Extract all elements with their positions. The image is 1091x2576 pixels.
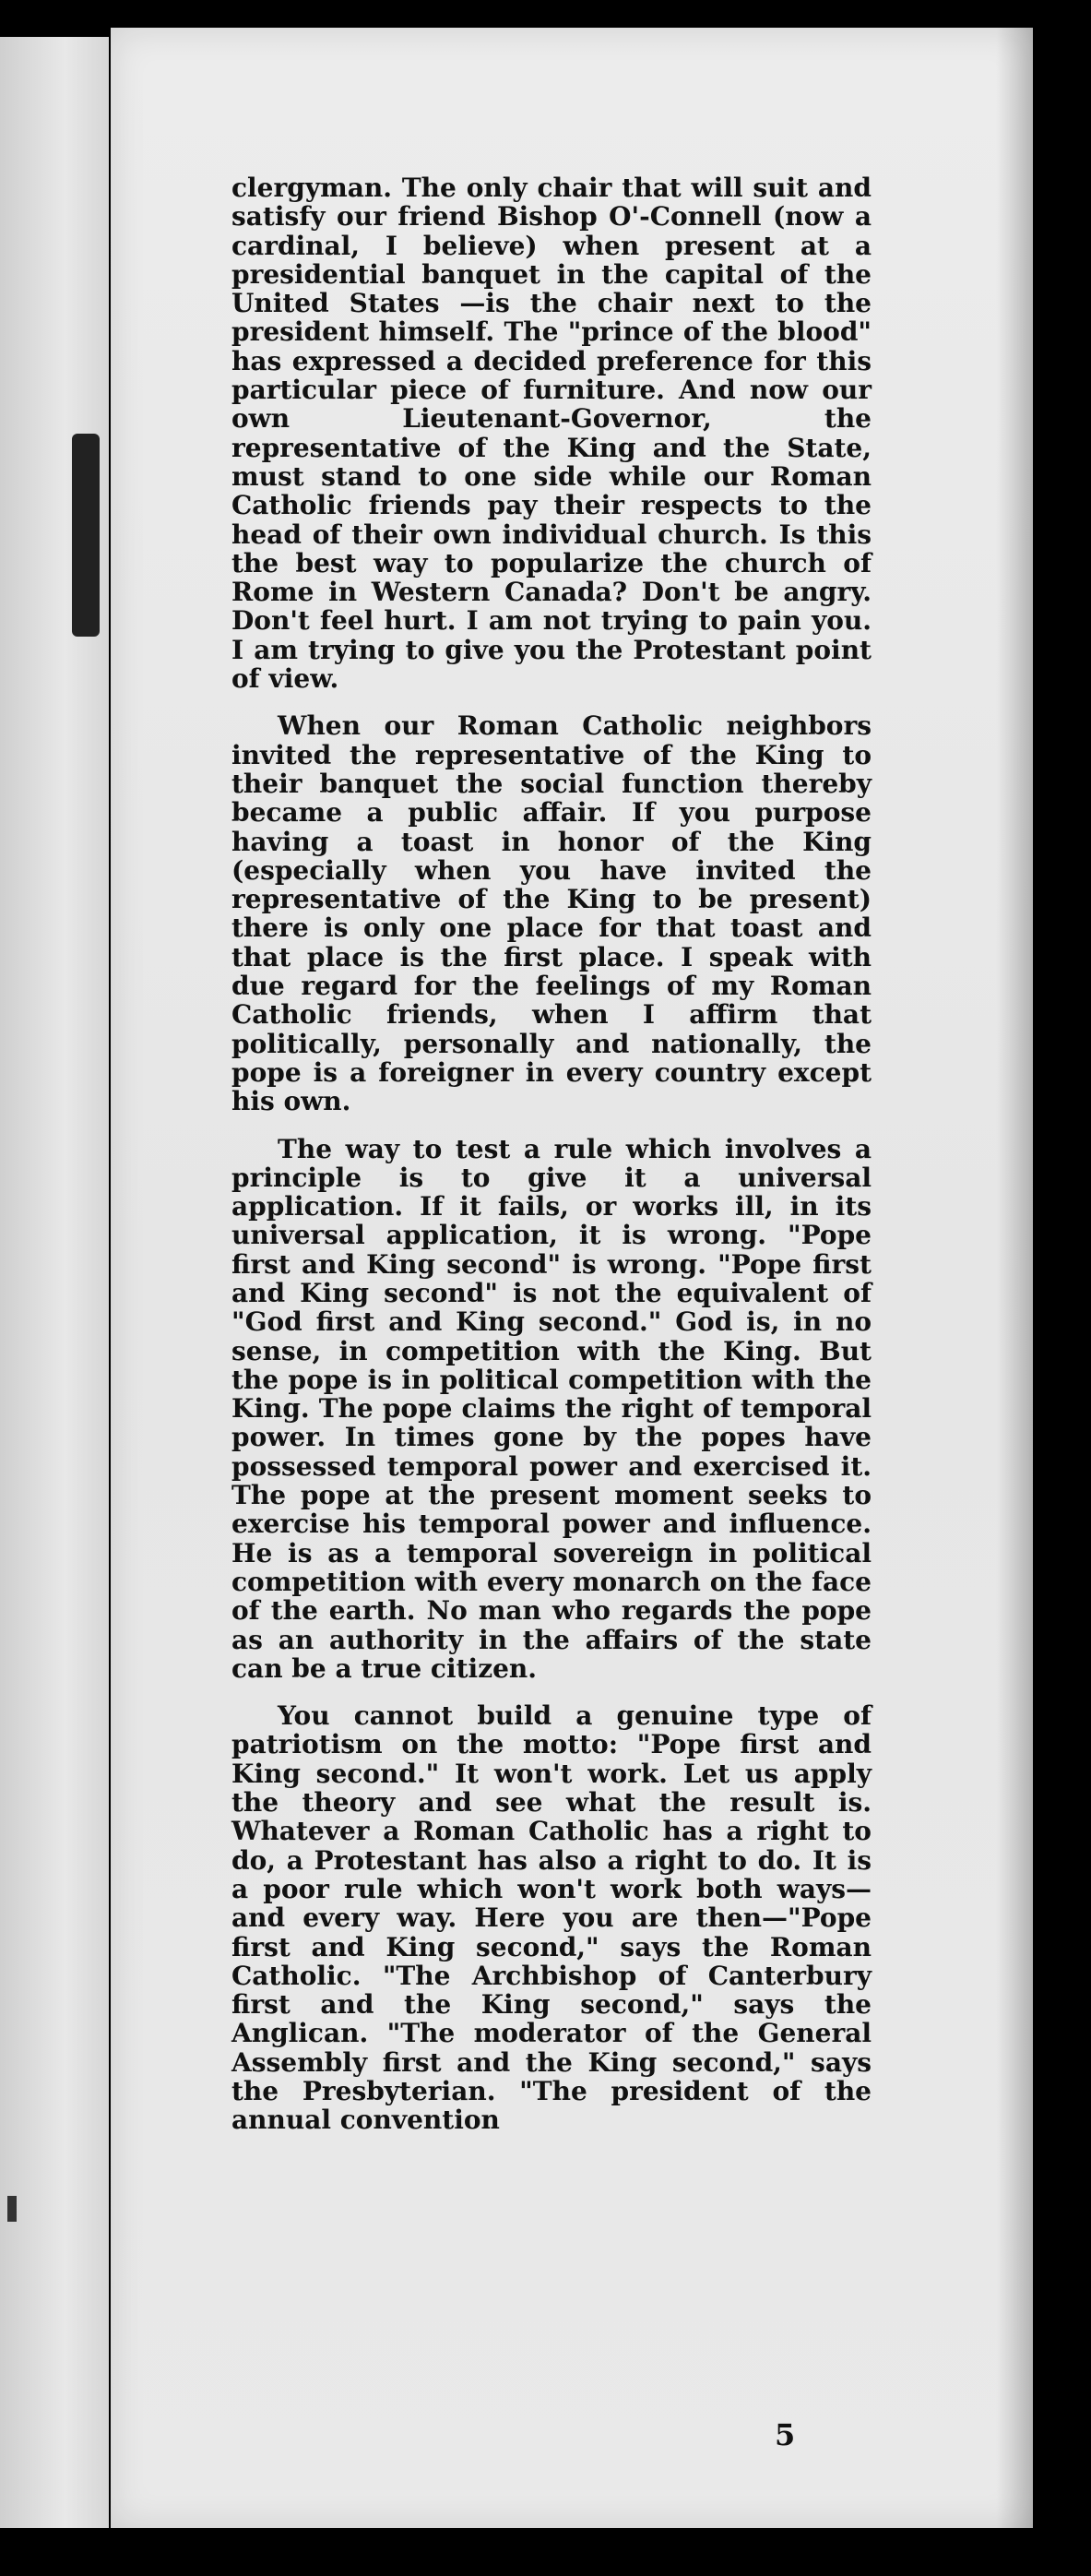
binding-mark [72,434,100,637]
paragraph-1: clergyman. The only chair that will suit and satisfy our friend Bishop O'-Connell (now a cardinal, I believe) when present at a presidential banquet in the capital of the United States —is the chair next to the president himself. The "prince of the blood" has expressed a decided preference for this particular piece of furniture. And now our own Lieutenant-Governor, the representative of the King and the State, must stand to one side while our Roman Catholic friends pay their respects to the head of their own individual church. Is this the best way to popularize the church of Rome in Western Canada? Don't be angry. Don't feel hurt. I am not trying to pain you. I am trying to give you the Protestant point of view. [231,173,872,695]
page-shadow-edge [996,28,1033,2528]
text-column [231,173,872,2153]
previous-page-edge [0,37,109,2528]
paragraph-2: When our Roman Catholic neighbors invited the representative of the King to their banquet the social function thereby became a public affair. If you purpose having a toast in honor of the King (especially when you have invited the representative of the King to be present) there is only one place for that toast and that place is the first place. I speak with due regard for the feelings of my Roman Catholic friends, when I affirm that politically, personally and nationally, the pope is a foreigner in every country except his own. [231,710,872,1117]
page-number: 5 [775,2417,796,2452]
binding-mark-small [7,2196,17,2222]
document-page [111,28,1033,2528]
paragraph-4: You cannot build a genuine type of patriotism on the motto: "Pope first and King second." It won't work. Let us apply the theory and see what the result is. Whatever a Roman Catholic has a right to do, a Protestant has also a right to do. It is a poor rule which won't work both ways—and every way. Here you are then—"Pope first and King second," says the Roman Catholic. "The Archbishop of Canterbury first and the King second," says the Anglican. "The moderator of the General Assembly first and the King second," says the Presbyterian. "The president of the annual convention [231,1700,872,2136]
paragraph-3: The way to test a rule which involves a principle is to give it a universal application. If it fails, or works ill, in its universal application, it is wrong. "Pope first and King second" is wrong. "Pope first and King second" is not the equivalent of "God first and King second." God is, in no sense, in competition with the King. But the pope is in political competition with the King. The pope claims the right of temporal power. In times gone by the popes have possessed temporal power and exercised it. The pope at the present moment seeks to exercise his temporal power and influence. He is as a temporal sovereign in political competition with every monarch on the face of the earth. No man who regards the pope as an authority in the affairs of the state can be a true citizen. [231,1133,872,1684]
